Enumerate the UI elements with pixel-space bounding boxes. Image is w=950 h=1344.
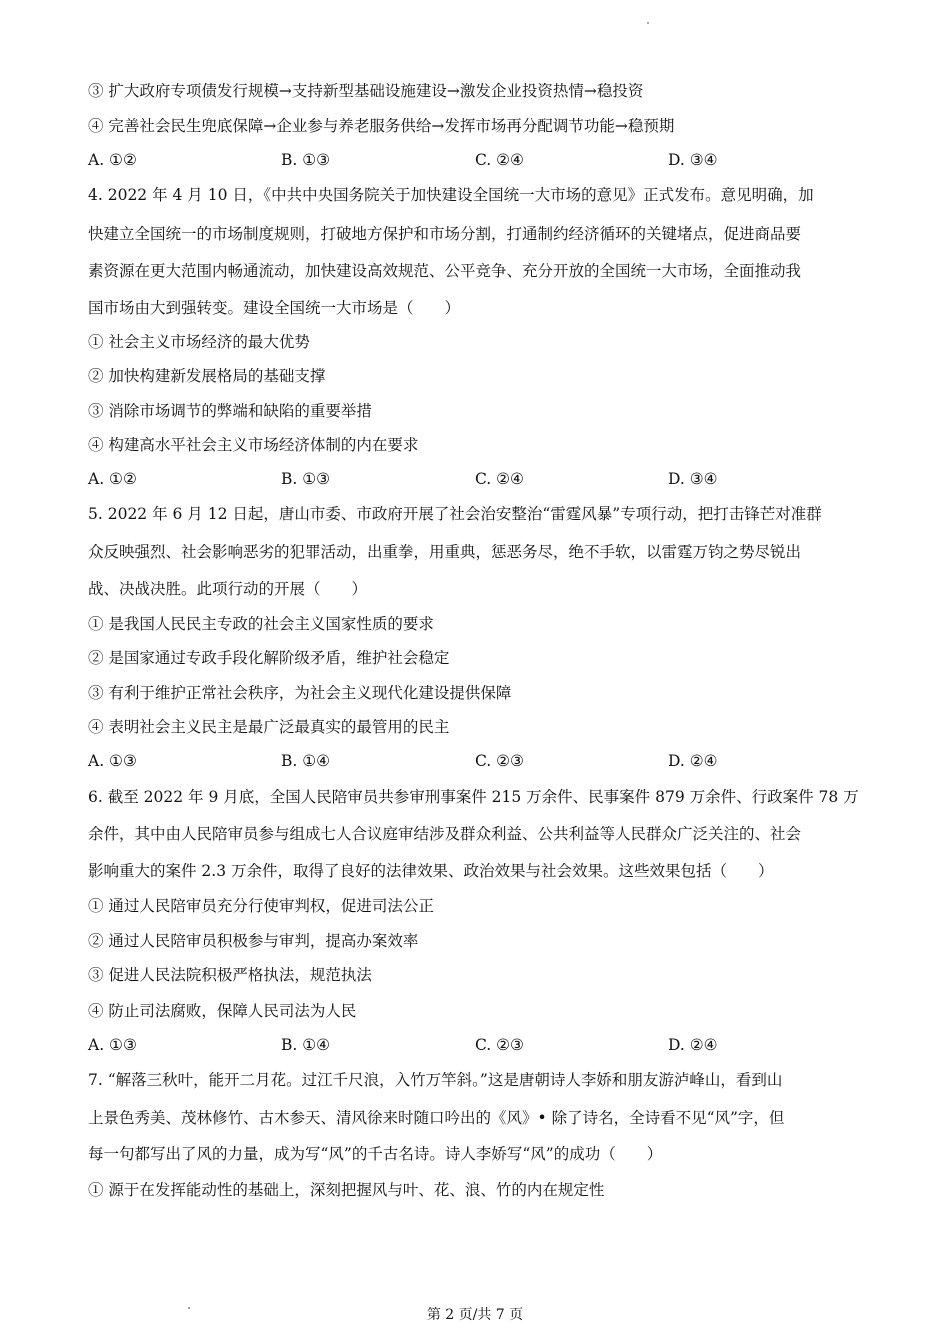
q4-item-4: ④ 构建高水平社会主义市场经济体制的内在要求 — [88, 436, 419, 454]
q5-options — [88, 750, 868, 772]
option-c[interactable]: C. ②③ — [475, 1036, 524, 1054]
option-c[interactable]: C. ②④ — [475, 151, 524, 169]
q5-stem-2: 众反映强烈、社会影响恶劣的犯罪活动，出重拳，用重典，惩恶务尽，绝不手软，以雷霆万钧之势尽锐出 — [88, 543, 802, 561]
q5-stem-3: 战、决战决胜。此项行动的开展（ ） — [88, 580, 368, 598]
q4-stem-3: 素资源在更大范围内畅通流动，加快建设高效规范、公平竞争、充分开放的全国统一大市场，全面推动我 — [88, 262, 802, 280]
q6-stem-3: 影响重大的案件 2.3 万余件，取得了良好的法律效果、政治效果与社会效果。这些效果包括（ ） — [88, 862, 774, 880]
q7-stem-2: 上景色秀美、茂林修竹、古木参天、清风徐来时随口吟出的《风》• 除了诗名，全诗看不见“风”字，但 — [88, 1109, 785, 1127]
q3-item-4: ④ 完善社会民生兜底保障→企业参与养老服务供给→发挥市场再分配调节功能→稳预期 — [88, 117, 675, 135]
q6-item-4: ④ 防止司法腐败，保障人民司法为人民 — [88, 1002, 357, 1020]
option-d[interactable]: D. ③④ — [668, 470, 718, 488]
q5-item-3: ③ 有利于维护正常社会秩序，为社会主义现代化建设提供保障 — [88, 684, 512, 702]
q7-stem-1: 7. “解落三秋叶，能开二月花。过江千尺浪，入竹万竿斜。”这是唐朝诗人李娇和朋友游泸峰山，看到山 — [88, 1071, 783, 1089]
scan-dot — [647, 22, 649, 24]
q7-stem-3: 每一句都写出了风的力量，成为写“风”的千古名诗。诗人李娇写“风”的成功（ ） — [88, 1145, 663, 1163]
q7-item-1: ① 源于在发挥能动性的基础上，深刻把握风与叶、花、浪、竹的内在规定性 — [88, 1181, 605, 1199]
option-a[interactable]: A. ①② — [88, 470, 137, 488]
option-b[interactable]: B. ①③ — [281, 151, 331, 169]
q3-options — [88, 149, 868, 171]
q4-stem-4: 国市场由大到强转变。建设全国统一大市场是（ ） — [88, 299, 461, 317]
q6-item-2: ② 通过人民陪审员积极参与审判，提高办案效率 — [88, 932, 419, 950]
q6-item-1: ① 通过人民陪审员充分行使审判权，促进司法公正 — [88, 897, 434, 915]
q4-item-1: ① 社会主义市场经济的最大优势 — [88, 333, 310, 351]
q4-item-2: ② 加快构建新发展格局的基础支撑 — [88, 367, 326, 385]
option-a[interactable]: A. ①③ — [88, 752, 137, 770]
q4-options — [88, 468, 868, 490]
option-c[interactable]: C. ②③ — [475, 752, 524, 770]
q5-item-4: ④ 表明社会主义民主是最广泛最真实的最管用的民主 — [88, 718, 450, 736]
q5-item-2: ② 是国家通过专政手段化解阶级矛盾，维护社会稳定 — [88, 649, 450, 667]
q6-stem-2: 余件，其中由人民陪审员参与组成七人合议庭审结涉及群众利益、公共利益等人民群众广泛关注的、社会 — [88, 825, 802, 843]
q4-stem-1: 4. 2022 年 4 月 10 日，《中共中央国务院关于加快建设全国统一大市场的意见》正式发布。意见明确，加 — [88, 186, 814, 204]
q6-stem-1: 6. 截至 2022 年 9 月底，全国人民陪审员共参审刑事案件 215 万余件、民事案件 879 万余件、行政案件 78 万 — [88, 788, 859, 806]
option-b[interactable]: B. ①④ — [281, 752, 331, 770]
q4-item-3: ③ 消除市场调节的弊端和缺陷的重要举措 — [88, 402, 372, 420]
option-a[interactable]: A. ①② — [88, 151, 137, 169]
page-footer: 第 2 页/共 7 页 — [426, 1307, 524, 1323]
option-b[interactable]: B. ①③ — [281, 470, 331, 488]
q5-stem-1: 5. 2022 年 6 月 12 日起，唐山市委、市政府开展了社会治安整治“雷霆风暴”专项行动，把打击锋芒对准群 — [88, 505, 822, 523]
option-c[interactable]: C. ②④ — [475, 470, 524, 488]
option-b[interactable]: B. ①④ — [281, 1036, 331, 1054]
option-d[interactable]: D. ②④ — [668, 1036, 718, 1054]
q3-item-3: ③ 扩大政府专项债发行规模→支持新型基础设施建设→激发企业投资热情→稳投资 — [88, 82, 644, 100]
option-a[interactable]: A. ①③ — [88, 1036, 137, 1054]
q6-options — [88, 1034, 868, 1056]
option-d[interactable]: D. ②④ — [668, 752, 718, 770]
option-d[interactable]: D. ③④ — [668, 151, 718, 169]
q5-item-1: ① 是我国人民民主专政的社会主义国家性质的要求 — [88, 615, 434, 633]
q6-item-3: ③ 促进人民法院积极严格执法，规范执法 — [88, 966, 372, 984]
q4-stem-2: 快建立全国统一的市场制度规则，打破地方保护和市场分割，打通制约经济循环的关键堵点，促进商品要 — [88, 225, 802, 243]
